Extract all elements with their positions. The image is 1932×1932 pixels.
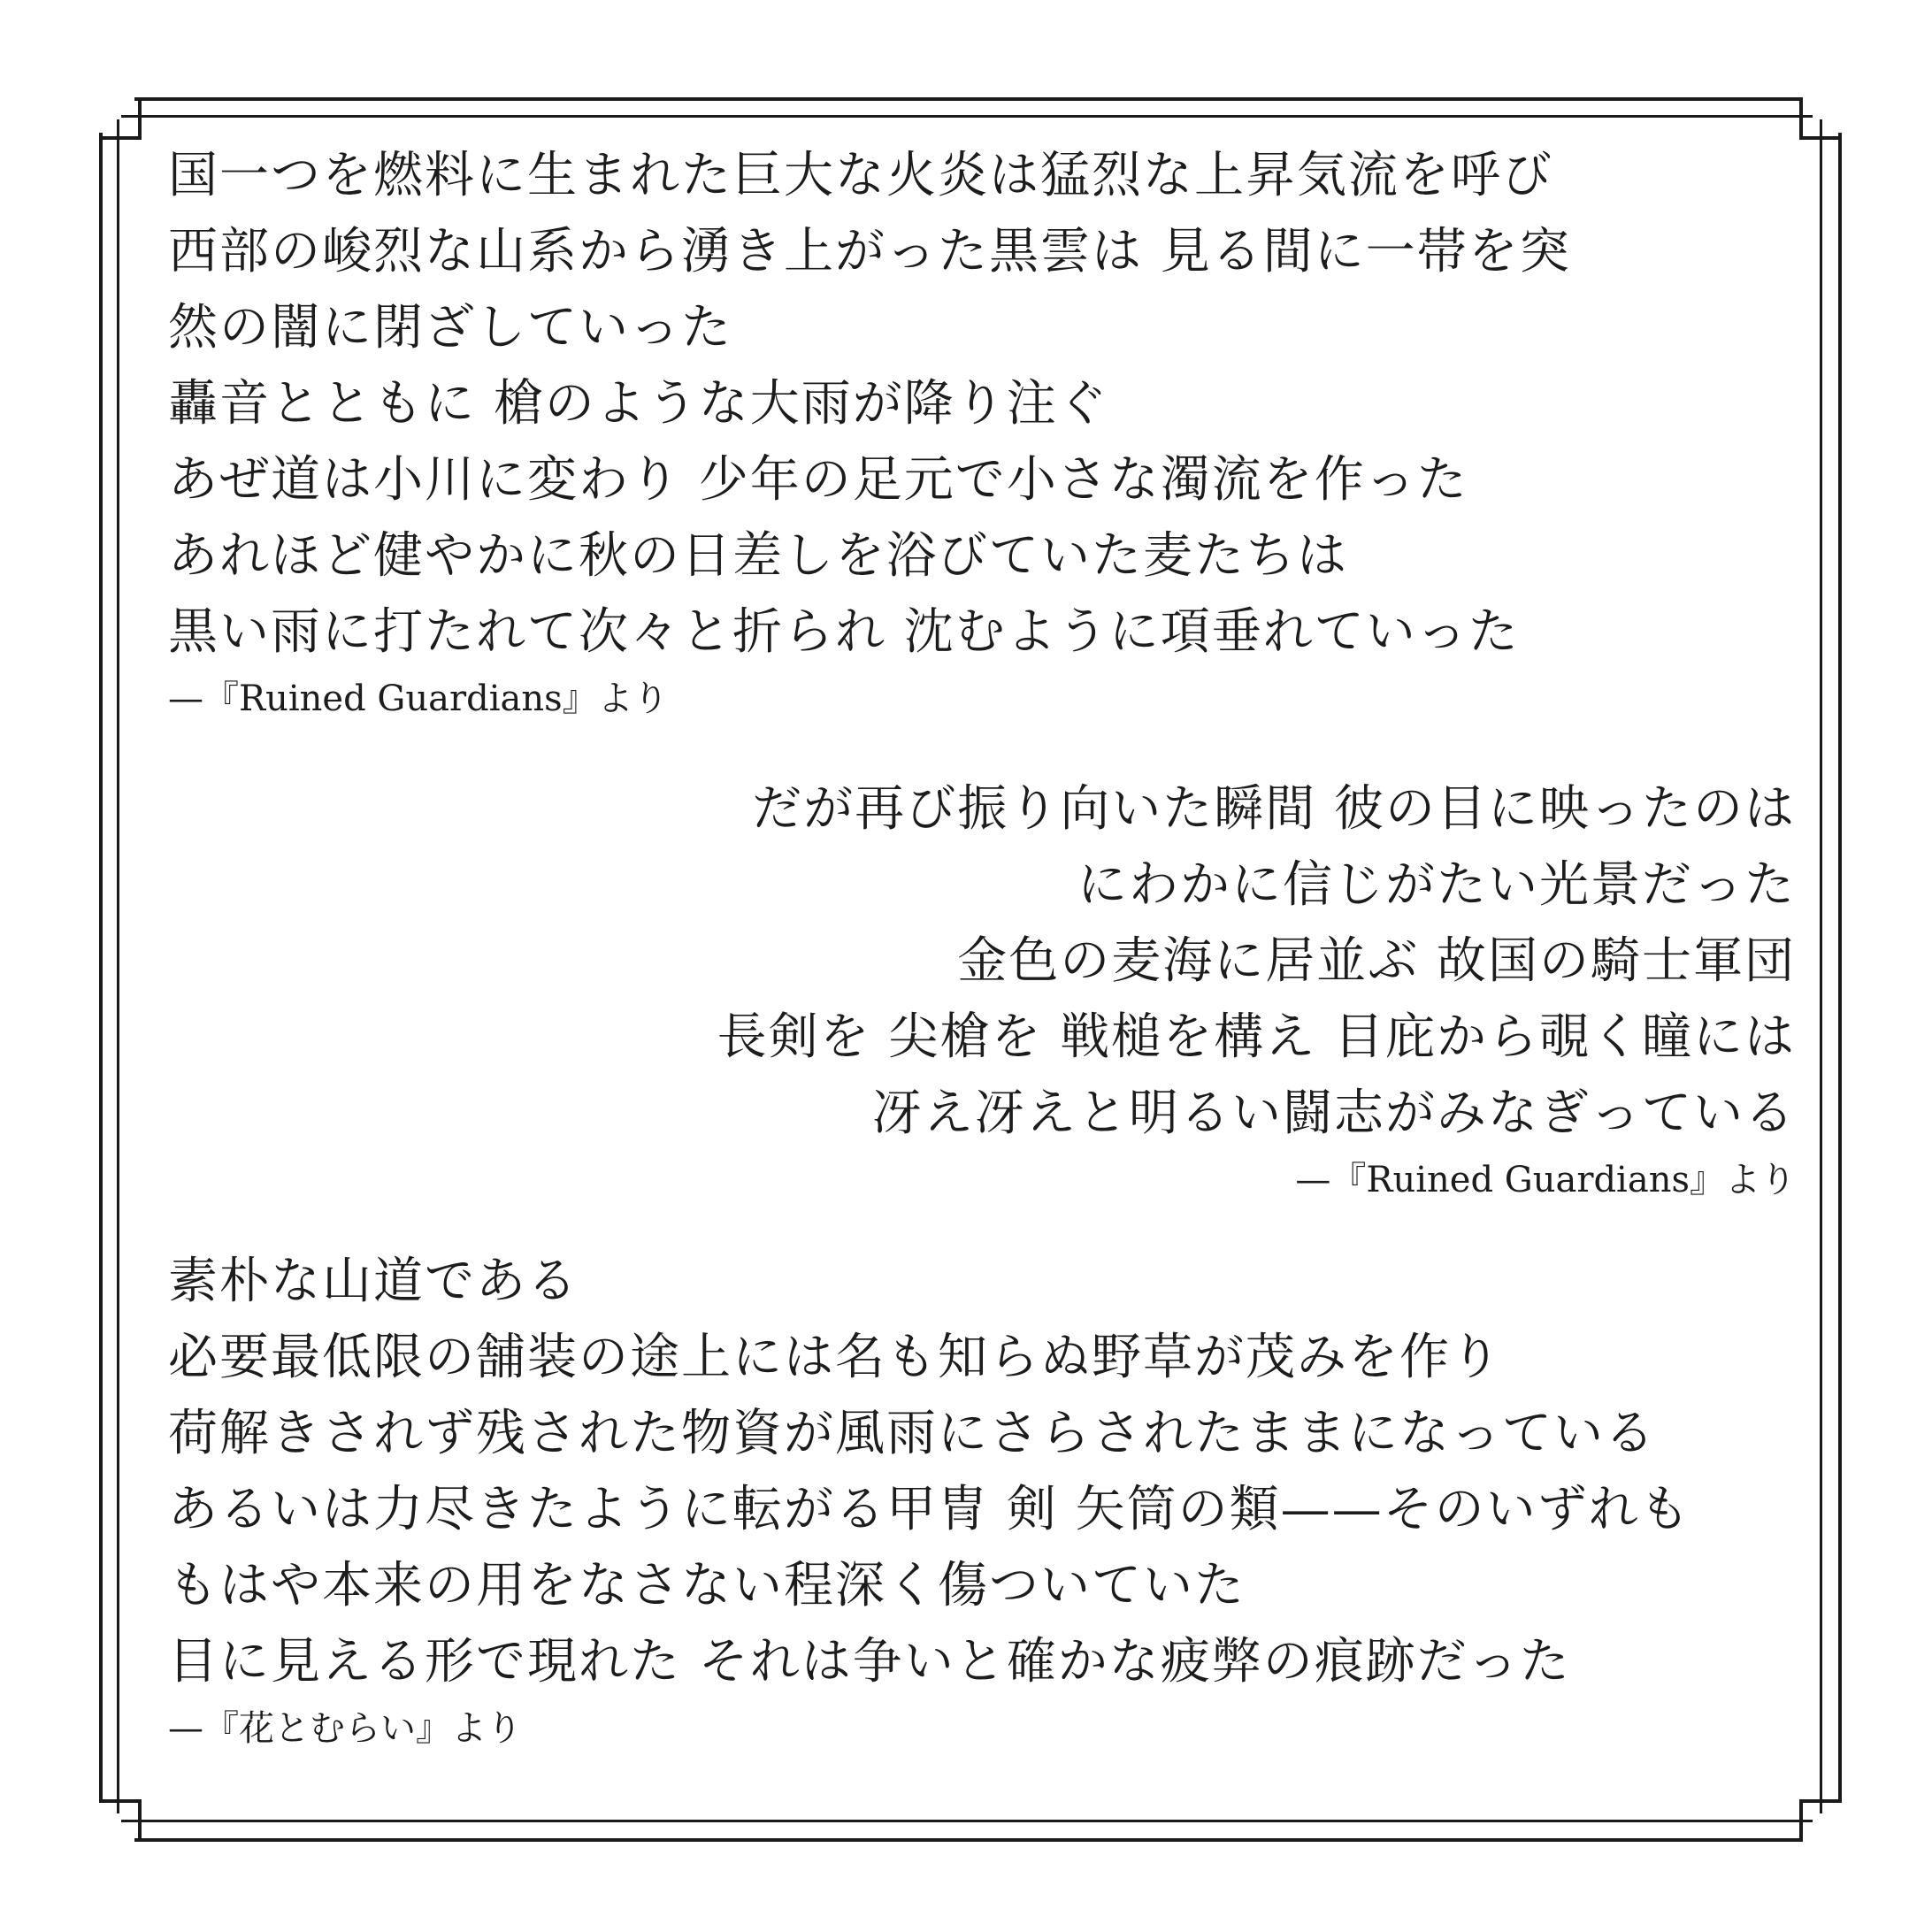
passage-line: にわかに信じがたい光景だった [1077,856,1796,914]
passage-1 [168,138,1796,724]
passage-source: —『花とむらい』より [168,1708,522,1749]
passage-2 [168,771,1796,1205]
passage-line: 国一つを燃料に生まれた巨大な火炎は猛烈な上昇気流を呼び [168,147,1553,204]
frame-corner-bottom-right [1799,1799,1842,1842]
frame-corner-top-right [1799,97,1842,140]
passage-line: 金色の麦海に居並ぶ 故国の騎士軍団 [957,932,1796,990]
frame-corner-bottom-left [99,1799,142,1842]
passage-line: あぜ道は小川に変わり 少年の足元で小さな濁流を作った [168,451,1468,509]
passage-line: だが再び振り向いた瞬間 彼の目に映ったのは [752,780,1796,838]
passage-line: あれほど健やかに秋の日差しを浴びていた麦たちは [168,527,1348,585]
passage-3 [168,1244,1796,1753]
passage-source: —『Ruined Guardians』より [168,678,669,719]
passage-line: 冴え冴えと明るい闘志がみなぎっている [872,1085,1796,1142]
passage-line: 然の闇に閉ざしていった [168,299,732,356]
passage-line: もはや本来の用をなさない程深く傷ついていた [168,1557,1246,1614]
passage-line: あるいは力尽きたように転がる甲冑 剣 矢筒の類——そのいずれも [168,1481,1691,1538]
frame-corner-top-left [99,97,142,140]
passage-source: —『Ruined Guardians』より [1295,1160,1796,1200]
passage-line: 目に見える形で現れた それは争いと確かな疲弊の痕跡だった [168,1633,1571,1690]
passage-line: 黒い雨に打たれて次々と折られ 沈むように項垂れていった [168,603,1520,661]
passage-line: 西部の峻烈な山系から湧き上がった黒雲は 見る間に一帯を突 [168,223,1571,280]
passage-line: 長剣を 尖槍を 戦槌を構え 目庇から覗く瞳には [717,1008,1796,1066]
passage-line: 轟音とともに 槍のような大雨が降り注ぐ [168,375,1109,433]
passage-line: 荷解きされず残された物資が風雨にさらされたままになっている [168,1405,1656,1462]
passage-line: 素朴な山道である [168,1253,579,1310]
passage-line: 必要最低限の舗装の途上には名も知らぬ野草が茂みを作り [168,1329,1502,1386]
